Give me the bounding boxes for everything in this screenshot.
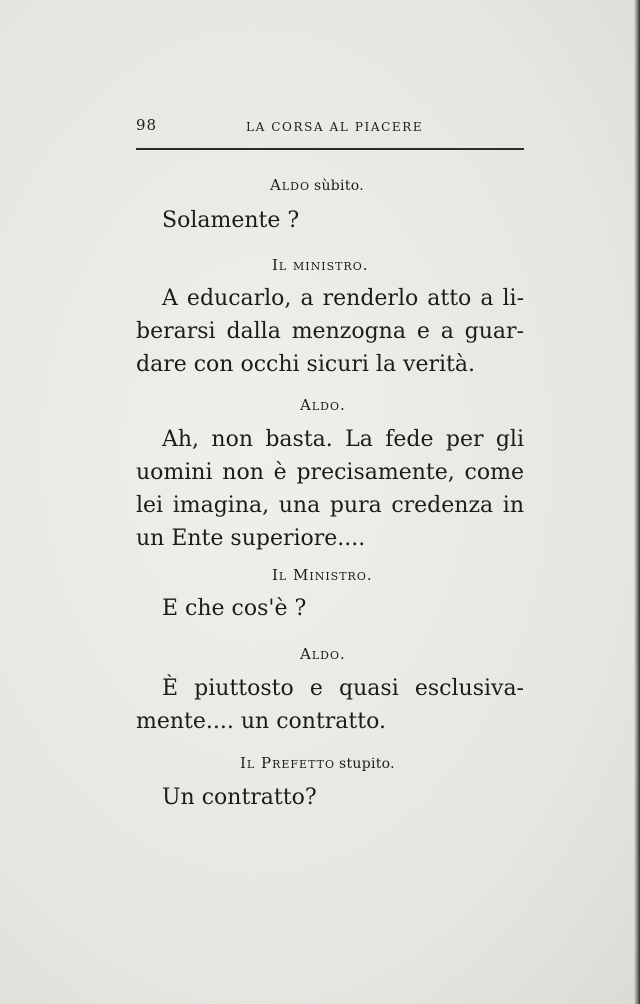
speaker-heading	[300, 396, 346, 414]
speaker-heading	[272, 566, 373, 584]
speech	[136, 592, 524, 625]
speech-line: berarsi dalla menzogna e a guar-	[136, 319, 524, 344]
running-title: LA CORSA AL PIACERE	[246, 120, 424, 134]
speaker-heading	[272, 256, 369, 274]
speech	[136, 423, 524, 555]
speech-line: lei imagina, una pura credenza in	[136, 493, 524, 518]
speech-line: Solamente ?	[162, 208, 300, 233]
speech-line: È piuttosto e quasi esclusiva-	[162, 676, 524, 701]
speaker-heading	[300, 645, 346, 663]
speech-line: dare con occhi sicuri la verità.	[136, 352, 476, 377]
speaker-name: Il ministro.	[272, 256, 369, 274]
speech	[136, 204, 524, 237]
speaker-name: Aldo.	[300, 396, 346, 414]
speaker-heading	[240, 754, 395, 772]
speech-line: E che cos'è ?	[162, 596, 307, 621]
speech	[136, 781, 524, 814]
speaker-heading	[270, 176, 364, 194]
stage-direction: stupito.	[338, 756, 395, 772]
speaker-name: Il Ministro.	[272, 566, 373, 584]
speech-line: uomini non è precisamente, come	[136, 460, 524, 485]
speaker-name: Il Prefetto	[240, 754, 335, 772]
speech	[136, 282, 524, 381]
speaker-name: Aldo	[270, 176, 310, 194]
page-header	[136, 116, 524, 140]
stage-direction: sùbito.	[313, 178, 364, 194]
speech-line: un Ente superiore....	[136, 526, 366, 551]
speech-line: Ah, non basta. La fede per gli	[162, 427, 524, 452]
header-rule	[136, 148, 524, 150]
page-number: 98	[136, 116, 158, 134]
speech-line: mente.... un contratto.	[136, 709, 386, 734]
page-edge	[634, 0, 640, 1004]
speech-line: Un contratto?	[162, 785, 317, 810]
speech-line: A educarlo, a renderlo atto a li-	[162, 286, 524, 311]
speech	[136, 672, 524, 738]
speaker-name: Aldo.	[300, 645, 346, 663]
